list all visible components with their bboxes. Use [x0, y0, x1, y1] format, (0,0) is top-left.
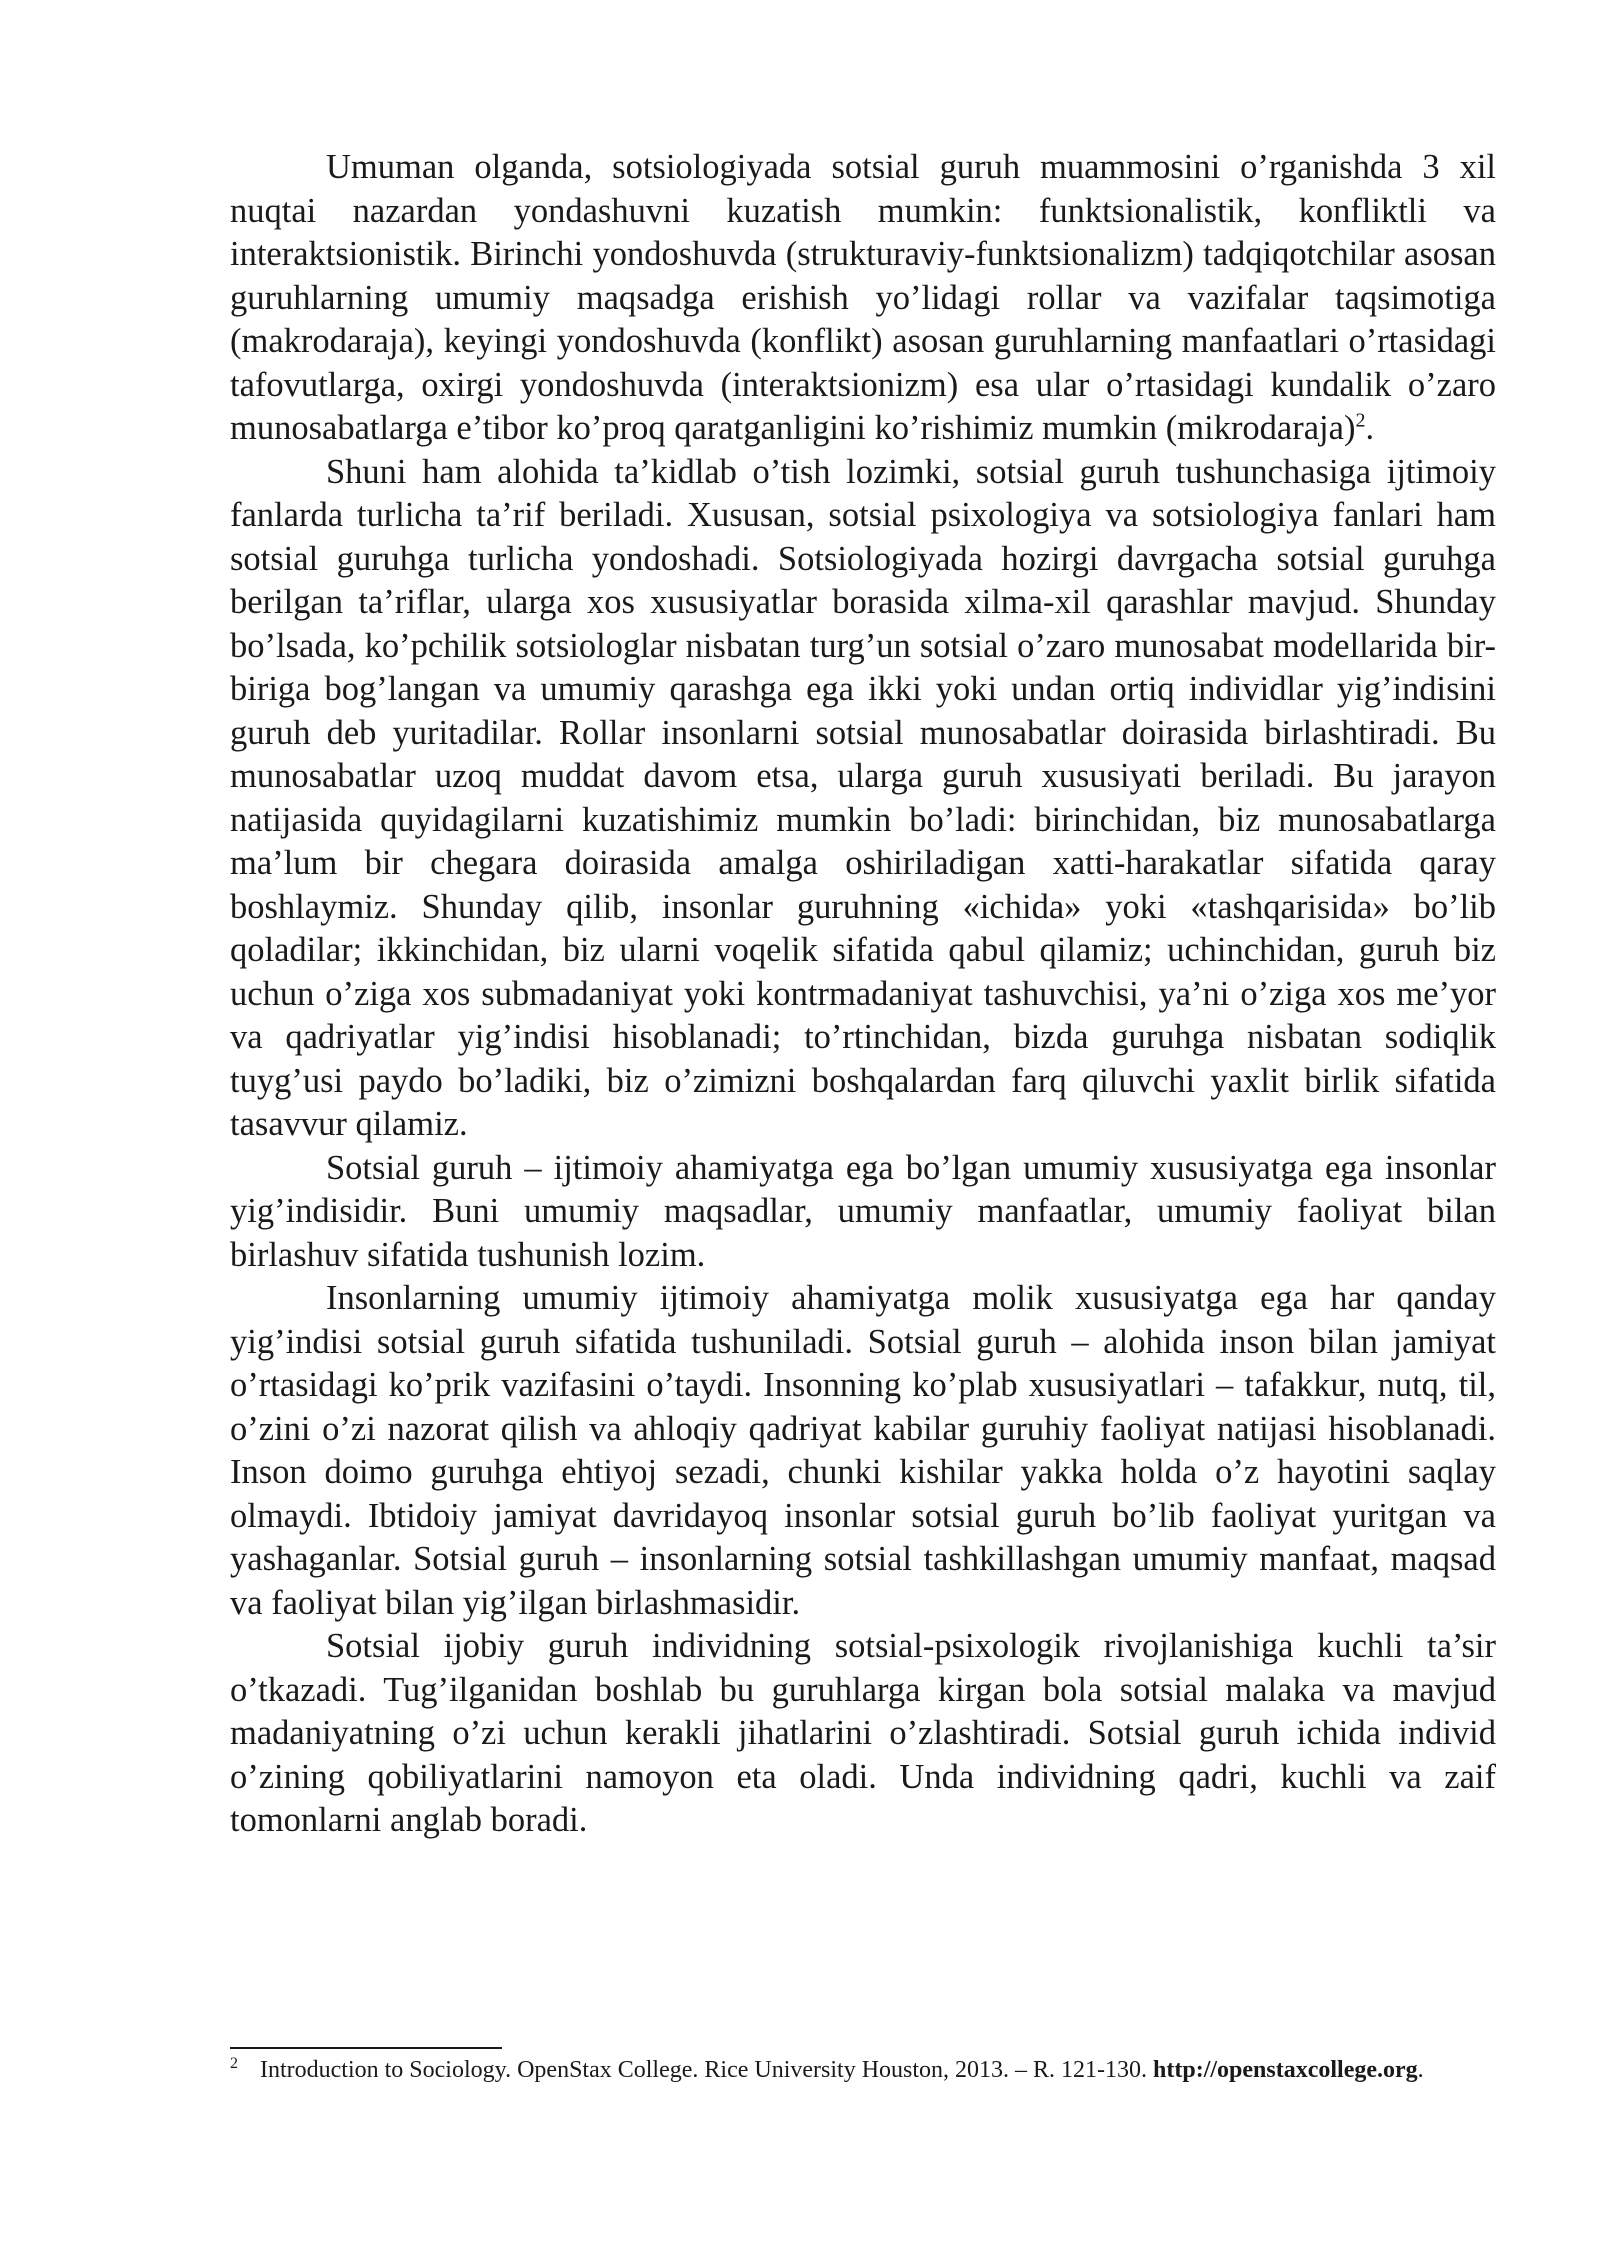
- footnote: [230, 2054, 1496, 2086]
- paragraph-2: Shuni ham alohida ta’kidlab o’tish lozimki, sotsial guruh tushunchasiga ijtimoiy fanlarda turlicha ta’rif beriladi. Xususan, sotsial psixologiya va sotsiologiya fanlari ham sotsial guruhga turlicha yondoshadi. Sotsiologiyada hozirgi davrgacha sotsial guruhga berilgan ta’riflar, ularga xos xususiyatlar borasida xilma-xil qarashlar mavjud. Shunday bo’lsada, ko’pchilik sotsiologlar nisbatan turg’un sotsial o’zaro munosabat modellarida bir-biriga bog’langan va umumiy qarashga ega ikki yoki undan ortiq individlar yig’indisini guruh deb yuritadilar. Rollar insonlarni sotsial munosabatlar doirasida birlashtiradi. Bu munosabatlar uzoq muddat davom etsa, ularga guruh xususiyati beriladi. Bu jarayon natijasida quyidagilarni kuzatishimiz mumkin bo’ladi: birinchidan, biz munosabatlarga ma’lum bir chegara doirasida amalga oshiriladigan xatti-harakatlar sifatida qaray boshlaymiz. Shunday qilib, insonlar guruhning «ichida» yoki «tashqarisida» bo’lib qoladilar; ikkinchidan, biz ularni voqelik sifatida qabul qilamiz; uchinchidan, guruh biz uchun o’ziga xos submadaniyat yoki kontrmadaniyat tashuvchisi, ya’ni o’ziga xos me’yor va qadriyatlar yig’indisi hisoblanadi; to’rtinchidan, bizda guruhga nisbatan sodiqlik tuyg’usi paydo bo’ladiki, biz o’zimizni boshqalardan farq qiluvchi yaxlit birlik sifatida tasavvur qilamiz.: [230, 452, 1496, 1143]
- footnote-separator: [230, 2047, 502, 2049]
- paragraph-1: [230, 146, 1496, 451]
- document-body: [230, 146, 1496, 1843]
- footnote-link[interactable]: http://openstaxcollege.org: [1153, 2057, 1418, 2083]
- paragraph-3: Sotsial guruh – ijtimoiy ahamiyatga ega bo’lgan umumiy xususiyatga ega insonlar yig’indisidir. Buni umumiy maqsadlar, umumiy manfaatlar, umumiy faoliyat bilan birlashuv sifatida tushunish lozim.: [230, 1148, 1496, 1274]
- paragraph-5: Sotsial ijobiy guruh individning sotsial-psixologik rivojlanishiga kuchli ta’sir o’tkazadi. Tug’ilganidan boshlab bu guruhlarga kirgan bola sotsial malaka va mavjud madaniyatning o’zi uchun kerakli jihatlarini o’zlashtiradi. Sotsial guruh ichida individ o’zining qobiliyatlarini namoyon eta oladi. Unda individning qadri, kuchli va zaif tomonlarni anglab boradi.: [230, 1627, 1496, 1839]
- footnote-reference[interactable]: 2: [1355, 409, 1366, 432]
- footnote-mark: 2: [230, 2055, 238, 2072]
- paragraph-4: Insonlarning umumiy ijtimoiy ahamiyatga molik xususiyatga ega har qanday yig’indisi sotsial guruh sifatida tushuniladi. Sotsial guruh – alohida inson bilan jamiyat o’rtasidagi ko’prik vazifasini o’taydi. Insonning ko’plab xususiyatlari – tafakkur, nutq, til, o’zini o’zi nazorat qilish va ahloqiy qadriyat kabilar guruhiy faoliyat natijasi hisoblanadi. Inson doimo guruhga ehtiyoj sezadi, chunki kishilar yakka holda o’z hayotini saqlay olmaydi. Ibtidoiy jamiyat davridayoq insonlar sotsial guruh bo’lib faoliyat yuritgan va yashaganlar. Sotsial guruh – insonlarning sotsial tashkillashgan umumiy manfaat, maqsad va faoliyat bilan yig’ilgan birlashmasidir.: [230, 1279, 1496, 1622]
- paragraph-1-text: Umuman olganda, sotsiologiyada sotsial guruh muammosini o’rganishda 3 xil nuqtai nazardan yondashuvni kuzatish mumkin: funktsionalistik, konfliktli va interaktsionistik. Birinchi yondoshuvda (strukturaviy-funktsionalizm) tadqiqotchilar asosan guruhlarning umumiy maqsadga erishish yo’lidagi rollar va vazifalar taqsimotiga (makrodaraja), keyingi yondoshuvda (konflikt) asosan guruhlarning manfaatlari o’rtasidagi tafovutlarga, oxirgi yondoshuvda (interaktsionizm) esa ular o’rtasidagi kundalik o’zaro munosabatlarga e’tibor ko’proq qaratganligini ko’rishimiz mumkin (mikrodaraja): [230, 148, 1496, 447]
- footnote-text: Introduction to Sociology. OpenStax College. Rice University Houston, 2013. – R. 121-130.: [260, 2057, 1154, 2083]
- paragraph-1-tail: .: [1365, 409, 1375, 447]
- footnote-tail: .: [1417, 2057, 1424, 2083]
